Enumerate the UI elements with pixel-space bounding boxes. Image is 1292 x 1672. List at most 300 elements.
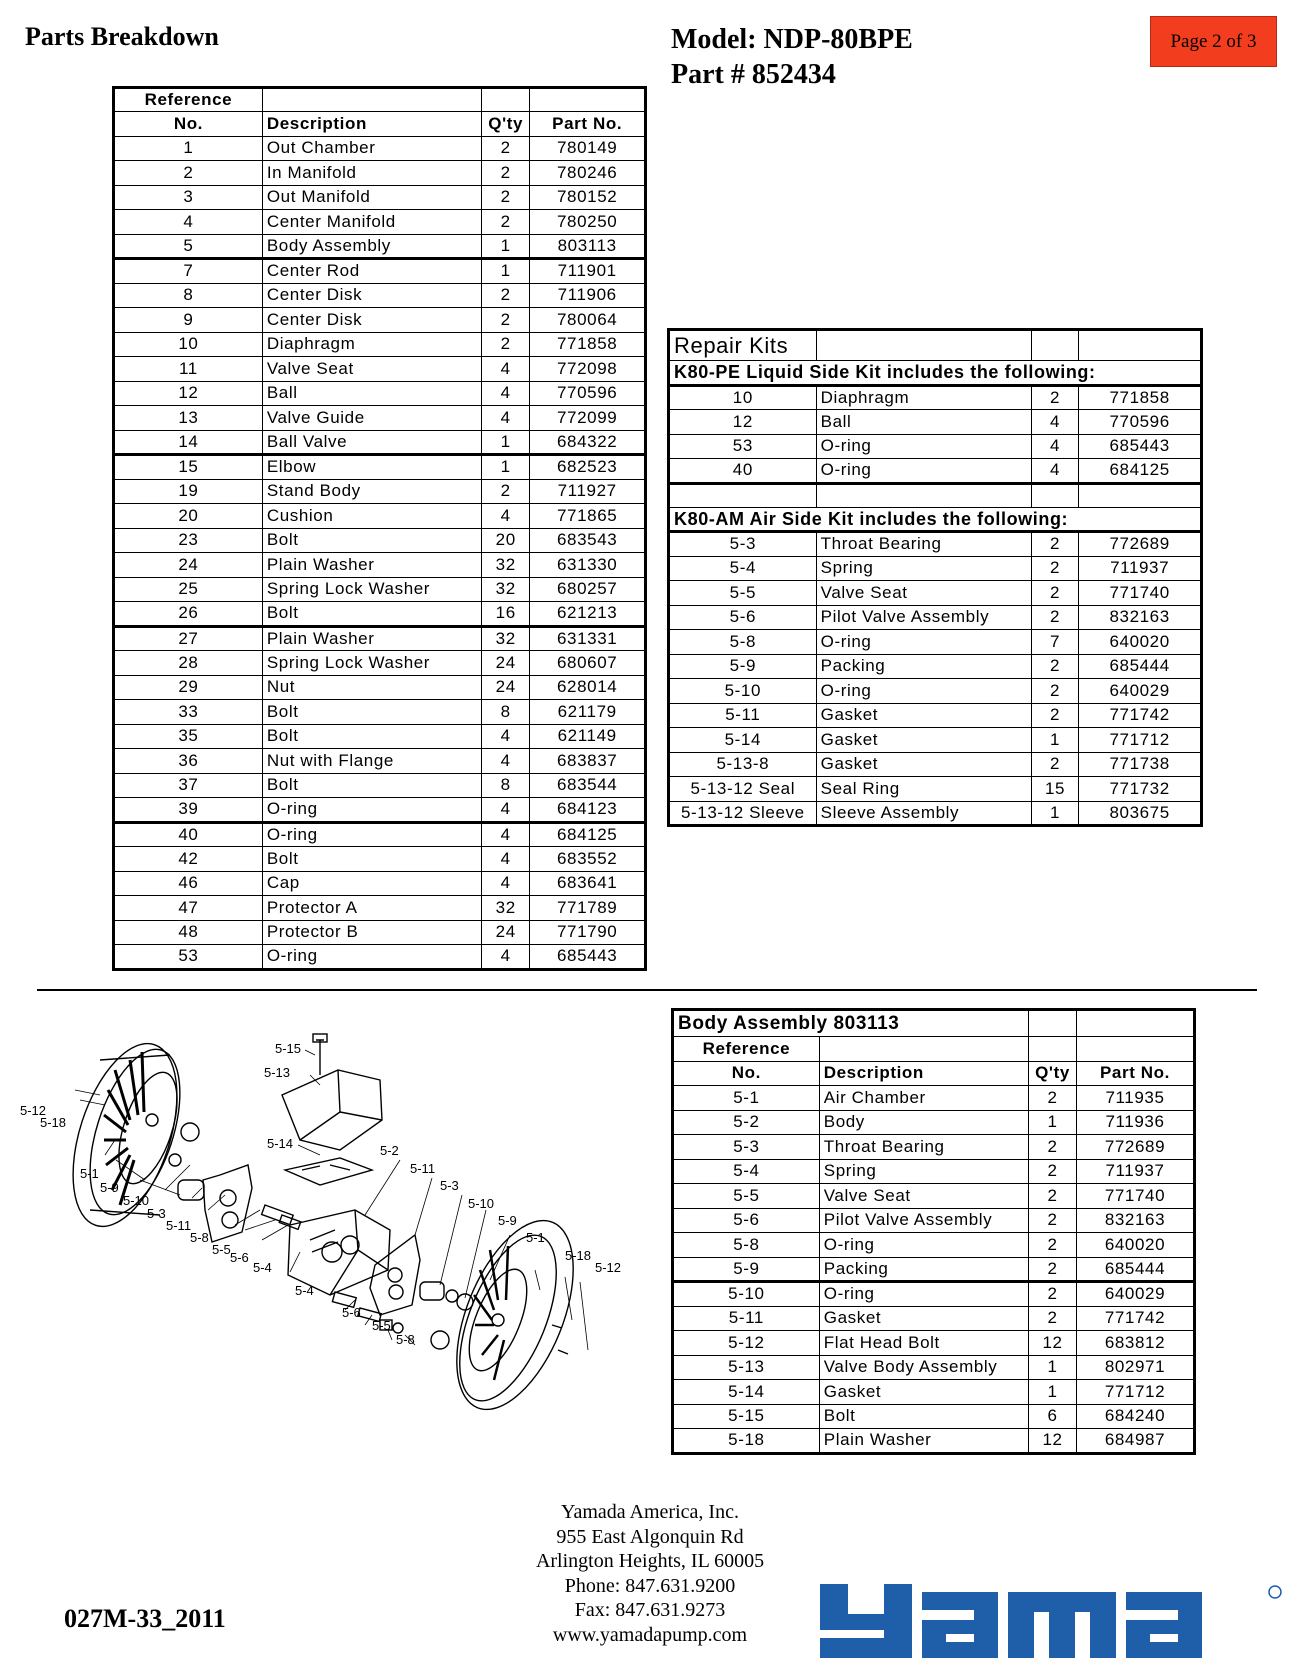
ref-cell: 5-9 (673, 1257, 820, 1282)
body-assembly-row (673, 1159, 1195, 1184)
qty-cell: 32 (482, 896, 530, 921)
main-parts-row (114, 357, 646, 382)
fax-number: Fax: 847.631.9273 (574, 1599, 726, 1621)
diagram-callout-label: 5-1 (526, 1230, 545, 1245)
description-cell: Bolt (262, 847, 481, 872)
part-no-cell: 628014 (530, 675, 646, 700)
ref-cell: 5-3 (673, 1135, 820, 1160)
body-assembly-row (673, 1135, 1195, 1160)
ref-cell: 19 (114, 479, 263, 504)
part-no-cell: 780246 (530, 161, 646, 186)
main-parts-row (114, 724, 646, 749)
repair-kits-title: Repair Kits (669, 330, 817, 361)
part-no-cell: 621179 (530, 700, 646, 725)
description-cell: Spring Lock Washer (262, 577, 481, 602)
qty-cell: 2 (1031, 679, 1079, 704)
description-cell: Cap (262, 871, 481, 896)
part-no-cell: 680607 (530, 651, 646, 676)
part-no-cell: 684125 (530, 822, 646, 847)
main-parts-row (114, 602, 646, 627)
part-no-cell: 772689 (1076, 1135, 1194, 1160)
ref-cell: 27 (114, 626, 263, 651)
main-parts-row (114, 136, 646, 161)
diagram-callout-label: 5-10 (123, 1193, 150, 1208)
part-no-cell: 832163 (1076, 1208, 1194, 1233)
qty-cell: 2 (482, 308, 530, 333)
qty-cell: 2 (1029, 1208, 1077, 1233)
description-cell: Air Chamber (819, 1086, 1028, 1111)
air-kit-row (669, 728, 1202, 753)
description-cell: Plain Washer (262, 553, 481, 578)
qty-cell: 2 (1029, 1086, 1077, 1111)
description-cell: Throat Bearing (816, 532, 1031, 557)
ref-cell: 2 (114, 161, 263, 186)
ref-cell: 5-8 (673, 1233, 820, 1258)
qty-cell: 2 (1031, 654, 1079, 679)
leader-lines (75, 1050, 588, 1350)
ref-cell: 5-14 (669, 728, 817, 753)
qty-cell: 1 (482, 259, 530, 284)
model-header (671, 22, 913, 92)
main-parts-row (114, 528, 646, 553)
description-cell: O-ring (816, 630, 1031, 655)
body-assembly-row (673, 1233, 1195, 1258)
air-kit-row (669, 532, 1202, 557)
diagram-callout-label: 5-14 (267, 1136, 294, 1151)
part-no-cell: 771742 (1076, 1306, 1194, 1331)
part-no-cell: 780149 (530, 136, 646, 161)
description-cell: Ball Valve (262, 430, 481, 455)
qty-cell: 24 (482, 920, 530, 945)
ref-cell: 5-5 (673, 1184, 820, 1209)
part-no-cell: 631330 (530, 553, 646, 578)
description-cell: Packing (816, 654, 1031, 679)
part-no-cell: 771738 (1079, 752, 1202, 777)
website-link[interactable]: www.yamadapump.com (552, 1623, 748, 1646)
qty-cell: 4 (1031, 410, 1079, 435)
description-cell: Stand Body (262, 479, 481, 504)
qty-cell: 4 (482, 504, 530, 529)
description-cell: Out Chamber (262, 136, 481, 161)
part-no-cell: 621213 (530, 602, 646, 627)
ref-cell: 37 (114, 773, 263, 798)
main-parts-row (114, 651, 646, 676)
description-cell: Valve Seat (819, 1184, 1028, 1209)
description-cell: Bolt (262, 700, 481, 725)
ref-cell: 35 (114, 724, 263, 749)
body-assembly-title: Body Assembly 803113 (673, 1010, 1029, 1037)
description-cell: Bolt (262, 602, 481, 627)
qty-cell: 2 (1031, 385, 1079, 410)
ref-cell: 15 (114, 455, 263, 480)
main-parts-row (114, 822, 646, 847)
qty-cell: 32 (482, 626, 530, 651)
description-cell: Gasket (819, 1380, 1028, 1405)
qty-cell: 4 (482, 749, 530, 774)
part-no-cell: 683544 (530, 773, 646, 798)
description-cell: Ball (816, 410, 1031, 435)
street-address: 955 East Algonquin Rd (556, 1525, 744, 1548)
diagram-callout-label: 5-6 (230, 1250, 249, 1265)
part-no-cell: 711927 (530, 479, 646, 504)
air-kit-row (669, 630, 1202, 655)
registered-mark-icon (1269, 1586, 1281, 1598)
qty-cell: 2 (1031, 556, 1079, 581)
qty-cell: 4 (482, 847, 530, 872)
part-no-cell: 802971 (1076, 1355, 1194, 1380)
ref-cell: 5-9 (669, 654, 817, 679)
diagram-callout-label: 5-3 (440, 1178, 459, 1193)
qty-cell: 12 (1029, 1429, 1077, 1454)
ref-cell: 5-2 (673, 1110, 820, 1135)
description-cell: Bolt (262, 773, 481, 798)
liquid-kit-row (669, 385, 1202, 410)
qty-cell: 20 (482, 528, 530, 553)
part-no-cell: 771858 (1079, 385, 1202, 410)
description-cell: Packing (819, 1257, 1028, 1282)
qty-cell: 8 (482, 773, 530, 798)
document-code: 027M-33_2011 (64, 1604, 226, 1633)
description-cell: Plain Washer (262, 626, 481, 651)
air-kit-row (669, 703, 1202, 728)
qty-cell: 4 (1031, 459, 1079, 484)
air-kit-row (669, 556, 1202, 581)
ref-cell: 8 (114, 283, 263, 308)
body-assembly-table (671, 1008, 1196, 1455)
part-no-cell: 680257 (530, 577, 646, 602)
ref-cell: 33 (114, 700, 263, 725)
qty-cell: 2 (1029, 1135, 1077, 1160)
part-no-cell: 684125 (1079, 459, 1202, 484)
part-no-cell: 640029 (1076, 1282, 1194, 1307)
qty-cell: 2 (482, 479, 530, 504)
part-no-cell: 771712 (1076, 1380, 1194, 1405)
diagram-callout-label: 5-12 (20, 1103, 47, 1118)
main-parts-row (114, 406, 646, 431)
qty-cell: 2 (1031, 532, 1079, 557)
part-no-cell: 711901 (530, 259, 646, 284)
air-kit-row (669, 777, 1202, 802)
description-cell: Center Rod (262, 259, 481, 284)
part-no-cell: 683837 (530, 749, 646, 774)
page-title: Parts Breakdown (25, 22, 219, 51)
body-assembly-row (673, 1257, 1195, 1282)
qty-cell: 32 (482, 553, 530, 578)
col-header-qty: Q'ty (1029, 1061, 1077, 1086)
description-cell: O-ring (262, 945, 481, 970)
liquid-kit-title: K80-PE Liquid Side Kit includes the following: (669, 361, 1202, 386)
part-no-cell: 711937 (1076, 1159, 1194, 1184)
body-assembly-row (673, 1331, 1195, 1356)
body-assembly-row (673, 1355, 1195, 1380)
description-cell: Protector A (262, 896, 481, 921)
air-kit-row (669, 801, 1202, 826)
qty-cell: 2 (1029, 1257, 1077, 1282)
ref-cell: 39 (114, 798, 263, 823)
description-cell: Body (819, 1110, 1028, 1135)
main-parts-row (114, 210, 646, 235)
description-cell: Pilot Valve Assembly (816, 605, 1031, 630)
qty-cell: 1 (1029, 1355, 1077, 1380)
ref-cell: 13 (114, 406, 263, 431)
description-cell: Gasket (819, 1306, 1028, 1331)
qty-cell: 2 (1029, 1282, 1077, 1307)
ref-cell: 5-11 (669, 703, 817, 728)
main-parts-row (114, 234, 646, 259)
qty-cell: 4 (482, 871, 530, 896)
description-cell: Valve Guide (262, 406, 481, 431)
description-cell: Seal Ring (816, 777, 1031, 802)
ref-cell: 1 (114, 136, 263, 161)
main-parts-row (114, 430, 646, 455)
qty-cell: 2 (1031, 581, 1079, 606)
description-cell: Spring (816, 556, 1031, 581)
ref-cell: 5-13 (673, 1355, 820, 1380)
description-cell: Valve Seat (262, 357, 481, 382)
qty-cell: 1 (1031, 728, 1079, 753)
logo-wordmark (1212, 1655, 1213, 1656)
qty-cell: 1 (1029, 1380, 1077, 1405)
col-header-description: Description (819, 1061, 1028, 1086)
qty-cell: 7 (1031, 630, 1079, 655)
ref-cell: 3 (114, 185, 263, 210)
qty-cell: 4 (482, 357, 530, 382)
air-kit-row (669, 581, 1202, 606)
ref-cell: 5-4 (673, 1159, 820, 1184)
qty-cell: 4 (482, 945, 530, 970)
diagram-callout-label: 5-11 (410, 1161, 436, 1176)
diagram-callout-label: 5-4 (253, 1260, 272, 1275)
ref-cell: 24 (114, 553, 263, 578)
main-parts-table (112, 86, 647, 971)
ref-cell: 53 (114, 945, 263, 970)
description-cell: O-ring (819, 1233, 1028, 1258)
diagram-callout-label: 5-13 (264, 1065, 291, 1080)
ref-cell: 48 (114, 920, 263, 945)
ref-cell: 14 (114, 430, 263, 455)
description-cell: O-ring (816, 679, 1031, 704)
qty-cell: 4 (482, 724, 530, 749)
qty-cell: 8 (482, 700, 530, 725)
part-no-cell: 711906 (530, 283, 646, 308)
ref-cell: 36 (114, 749, 263, 774)
main-parts-row (114, 161, 646, 186)
ref-cell: 5-15 (673, 1404, 820, 1429)
part-no-cell: 803113 (530, 234, 646, 259)
company-name: Yamada America, Inc. (561, 1501, 739, 1523)
qty-cell: 1 (1031, 801, 1079, 826)
description-cell: Nut (262, 675, 481, 700)
body-assembly-row (673, 1380, 1195, 1405)
diagram-callout-label: 5-9 (498, 1213, 517, 1228)
main-parts-row (114, 847, 646, 872)
diagram-callout-label: 5-9 (100, 1180, 119, 1195)
qty-cell: 32 (482, 577, 530, 602)
ref-cell: 5-10 (669, 679, 817, 704)
part-no-cell: 685443 (530, 945, 646, 970)
main-parts-row (114, 479, 646, 504)
description-cell: Center Disk (262, 283, 481, 308)
company-address (500, 1500, 800, 1647)
main-parts-row (114, 896, 646, 921)
part-no-cell: 771865 (530, 504, 646, 529)
body-assembly-row (673, 1184, 1195, 1209)
description-cell: O-ring (816, 434, 1031, 459)
ref-cell: 5-13-12 Sleeve (669, 801, 817, 826)
part-no-cell: 631331 (530, 626, 646, 651)
part-no-cell: 683552 (530, 847, 646, 872)
qty-cell: 2 (482, 185, 530, 210)
part-no-cell: 711936 (1076, 1110, 1194, 1135)
description-cell: Gasket (816, 703, 1031, 728)
description-cell: Bolt (262, 724, 481, 749)
part-number: Part # 852434 (671, 59, 836, 90)
part-no-cell: 640020 (1079, 630, 1202, 655)
part-no-cell: 771712 (1079, 728, 1202, 753)
description-cell: Bolt (819, 1404, 1028, 1429)
diagram-callout-label: 5-5 (372, 1318, 391, 1333)
ref-cell: 10 (669, 385, 817, 410)
description-cell: In Manifold (262, 161, 481, 186)
qty-cell: 4 (482, 406, 530, 431)
part-no-cell: 771742 (1079, 703, 1202, 728)
part-no-cell: 685444 (1079, 654, 1202, 679)
main-parts-row (114, 577, 646, 602)
description-cell: Spring (819, 1159, 1028, 1184)
main-parts-row (114, 945, 646, 970)
ref-cell: 25 (114, 577, 263, 602)
description-cell: Gasket (816, 728, 1031, 753)
diagram-callout-label: 5-2 (380, 1143, 399, 1158)
ref-cell: 5-1 (673, 1086, 820, 1111)
diagram-callout-label: 5-12 (595, 1260, 622, 1275)
diagram-callout-label: 5-8 (396, 1332, 415, 1347)
liquid-kit-row (669, 459, 1202, 484)
part-no-cell: 640029 (1079, 679, 1202, 704)
qty-cell: 15 (1031, 777, 1079, 802)
main-parts-row (114, 381, 646, 406)
part-no-cell: 771790 (530, 920, 646, 945)
ref-cell: 5-3 (669, 532, 817, 557)
diagram-callout-label: 5-3 (147, 1206, 166, 1221)
ref-cell: 4 (114, 210, 263, 235)
part-no-cell: 771740 (1076, 1184, 1194, 1209)
qty-cell: 6 (1029, 1404, 1077, 1429)
main-parts-row (114, 626, 646, 651)
qty-cell: 1 (482, 430, 530, 455)
main-parts-row (114, 553, 646, 578)
air-kit-row (669, 654, 1202, 679)
diagram-callout-label: 5-18 (40, 1115, 67, 1130)
main-parts-row (114, 308, 646, 333)
ref-cell: 42 (114, 847, 263, 872)
model-number: Model: NDP-80BPE (671, 24, 913, 55)
liquid-kit-row (669, 410, 1202, 435)
main-parts-row (114, 773, 646, 798)
description-cell: Diaphragm (262, 332, 481, 357)
air-kit-title: K80-AM Air Side Kit includes the following: (669, 507, 1202, 532)
ref-cell: 12 (114, 381, 263, 406)
ref-cell: 5-5 (669, 581, 817, 606)
body-assembly-row (673, 1208, 1195, 1233)
description-cell: Center Disk (262, 308, 481, 333)
air-kit-row (669, 605, 1202, 630)
part-no-cell: 684123 (530, 798, 646, 823)
description-cell: Bolt (262, 528, 481, 553)
ref-cell: 40 (114, 822, 263, 847)
qty-cell: 2 (1031, 605, 1079, 630)
section-divider (37, 989, 1257, 991)
air-kit-row (669, 679, 1202, 704)
body-assembly-row (673, 1404, 1195, 1429)
qty-cell: 4 (482, 798, 530, 823)
description-cell: Ball (262, 381, 481, 406)
main-parts-row (114, 283, 646, 308)
qty-cell: 2 (482, 161, 530, 186)
qty-cell: 2 (482, 210, 530, 235)
ref-cell: 7 (114, 259, 263, 284)
ref-cell: 12 (669, 410, 817, 435)
ref-cell: 11 (114, 357, 263, 382)
description-cell: Protector B (262, 920, 481, 945)
qty-cell: 1 (482, 455, 530, 480)
col-header-no: No. (673, 1061, 820, 1086)
ref-cell: 5-18 (673, 1429, 820, 1454)
main-parts-row (114, 871, 646, 896)
part-no-cell: 771732 (1079, 777, 1202, 802)
part-no-cell: 683543 (530, 528, 646, 553)
diagram-callout-label: 5-15 (275, 1041, 302, 1056)
ref-cell: 9 (114, 308, 263, 333)
description-cell: Throat Bearing (819, 1135, 1028, 1160)
col-header-description: Description (262, 112, 481, 137)
ref-cell: 5-14 (673, 1380, 820, 1405)
col-header-no: No. (114, 112, 263, 137)
diagram-callout-label: 5-10 (468, 1196, 495, 1211)
air-kit-row (669, 752, 1202, 777)
body-assembly-row (673, 1429, 1195, 1454)
qty-cell: 2 (1029, 1306, 1077, 1331)
description-cell: Elbow (262, 455, 481, 480)
ref-cell: 20 (114, 504, 263, 529)
right-air-chamber-drawing (433, 1204, 597, 1425)
ref-cell: 46 (114, 871, 263, 896)
part-no-cell: 682523 (530, 455, 646, 480)
diagram-callout-label: 5-5 (212, 1242, 231, 1257)
diagram-callout-label: 5-4 (295, 1283, 314, 1298)
ref-cell: 5-10 (673, 1282, 820, 1307)
part-no-cell: 685444 (1076, 1257, 1194, 1282)
part-no-cell: 770596 (1079, 410, 1202, 435)
diagram-callout-label: 5-18 (565, 1248, 592, 1263)
qty-cell: 2 (482, 136, 530, 161)
city-address: Arlington Heights, IL 60005 (535, 1550, 765, 1572)
part-no-cell: 803675 (1079, 801, 1202, 826)
body-assembly-row (673, 1282, 1195, 1307)
main-parts-row (114, 455, 646, 480)
part-no-cell: 770596 (530, 381, 646, 406)
main-parts-row (114, 920, 646, 945)
part-no-cell: 684240 (1076, 1404, 1194, 1429)
body-assembly-row (673, 1086, 1195, 1111)
part-no-cell: 771740 (1079, 581, 1202, 606)
repair-kits-table (667, 328, 1203, 827)
main-parts-row (114, 185, 646, 210)
main-parts-row (114, 504, 646, 529)
qty-cell: 2 (1029, 1184, 1077, 1209)
description-cell: Flat Head Bolt (819, 1331, 1028, 1356)
qty-cell: 2 (1029, 1159, 1077, 1184)
